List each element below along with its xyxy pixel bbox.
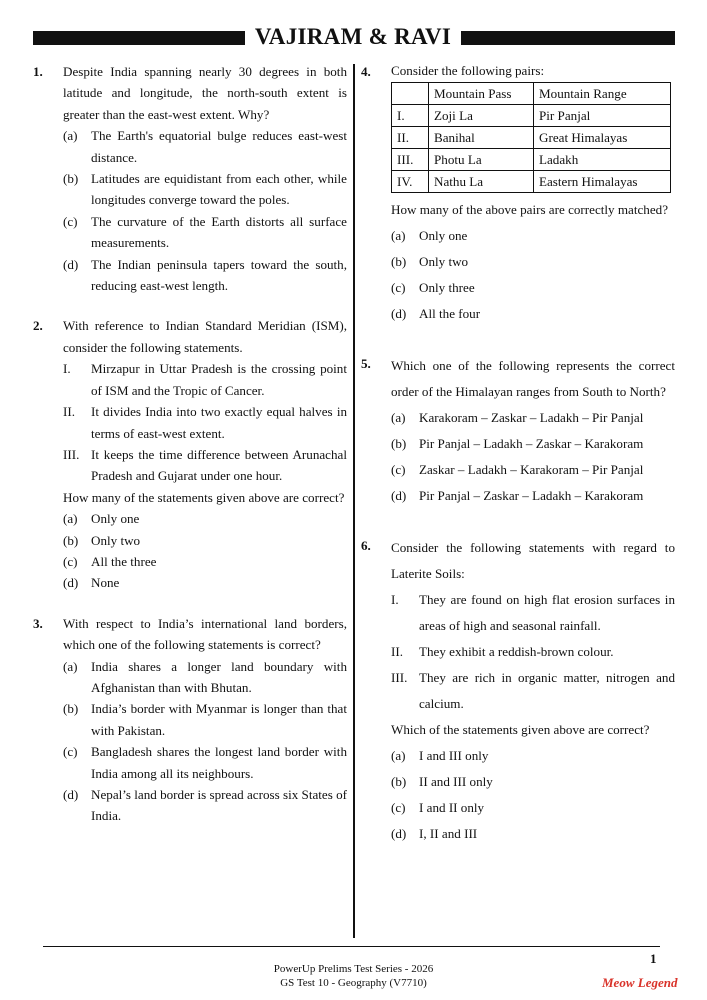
page-header <box>33 24 675 49</box>
option-d <box>391 301 675 327</box>
option-b <box>63 168 347 211</box>
question-number: 2. <box>33 318 43 334</box>
statement-1 <box>391 587 675 639</box>
option-label: (a) <box>63 128 78 144</box>
option-b <box>391 769 675 795</box>
option-a <box>63 125 347 168</box>
table-header-cell <box>392 83 429 105</box>
statement-2 <box>391 639 675 665</box>
footer-test-name: GS Test 10 - Geography (V7710) <box>280 977 427 989</box>
option-label: (a) <box>391 228 406 243</box>
option-a <box>391 743 675 769</box>
statement-3 <box>63 444 347 487</box>
option-text: Karakoram – Zaskar – Ladakh – Pir Panjal <box>419 410 644 425</box>
table-cell: Banihal <box>429 127 534 149</box>
statement-text: It divides India into two exactly equal halves in terms of east-west extent. <box>91 404 347 441</box>
table-cell: Pir Panjal <box>534 105 671 127</box>
statement-text: Mirzapur in Uttar Pradesh is the crossing point of ISM and the Tropic of Cancer. <box>91 361 347 398</box>
statement-text: They are found on high flat erosion surfaces in areas of high and seasonal rainfall. <box>419 592 675 633</box>
pairs-table <box>391 82 671 193</box>
option-label: (b) <box>391 774 407 789</box>
option-c <box>63 211 347 254</box>
option-text: Bangladesh shares the longest land border with India among all its neighbours. <box>91 744 347 781</box>
statement-label: I. <box>391 592 399 607</box>
option-b <box>63 530 347 551</box>
option-label: (a) <box>391 410 406 425</box>
option-b <box>63 698 347 741</box>
question-1 <box>33 61 347 296</box>
option-label: (b) <box>391 254 407 269</box>
option-c <box>63 741 347 784</box>
option-label: (c) <box>63 213 78 229</box>
table-cell: I. <box>392 105 429 127</box>
option-text: Only two <box>419 254 469 269</box>
option-b <box>391 431 675 457</box>
option-text: None <box>91 575 120 591</box>
option-label: (c) <box>391 800 406 815</box>
table-cell: Zoji La <box>429 105 534 127</box>
option-label: (a) <box>63 658 78 674</box>
option-label: (d) <box>63 256 79 272</box>
statement-1 <box>63 358 347 401</box>
column-divider <box>353 64 355 938</box>
option-text: The Indian peninsula tapers toward the south, reducing east-west length. <box>91 256 347 294</box>
footer-rule <box>43 946 660 947</box>
question-text: Consider the following statements with regard to Laterite Soils: <box>391 540 675 581</box>
question-prompt: How many of the above pairs are correctly matched? <box>391 202 669 217</box>
table-row <box>392 149 671 171</box>
page-number: 1 <box>650 951 657 966</box>
table-row <box>392 127 671 149</box>
table-header-cell: Mountain Range <box>534 83 671 105</box>
option-label: (c) <box>391 280 406 295</box>
table-cell: Photu La <box>429 149 534 171</box>
statement-text: They are rich in organic matter, nitrogen and calcium. <box>419 670 675 711</box>
table-cell: Eastern Himalayas <box>534 171 671 193</box>
table-cell: II. <box>392 127 429 149</box>
option-label: (c) <box>63 744 78 760</box>
statement-text: It keeps the time difference between Arunachal Pradesh and Gujarat under one hour. <box>91 446 347 484</box>
option-text: Only three <box>419 280 475 295</box>
question-prompt: Which of the statements given above are correct? <box>391 722 650 737</box>
question-text: With reference to Indian Standard Meridian (ISM), consider the following statements. <box>63 318 347 355</box>
table-header-row <box>392 83 671 105</box>
option-text: Nepal’s land border is spread across six States of India. <box>91 787 347 824</box>
option-label: (b) <box>63 701 79 717</box>
question-number: 3. <box>33 615 43 631</box>
option-label: (a) <box>391 748 406 763</box>
option-text: Only one <box>91 511 140 527</box>
table-cell: III. <box>392 149 429 171</box>
option-label: (d) <box>63 787 79 802</box>
option-text: India’s border with Myanmar is longer than that with Pakistan. <box>91 701 347 738</box>
statement-label: II. <box>63 404 75 420</box>
option-label: (d) <box>63 575 79 591</box>
option-c <box>391 457 675 483</box>
statement-label: II. <box>391 644 403 659</box>
option-text: The curvature of the Earth distorts all surface measurements. <box>91 213 347 251</box>
option-d <box>391 821 675 847</box>
table-row <box>392 171 671 193</box>
option-text: India shares a longer land boundary with Afghanistan than with Bhutan. <box>91 658 347 695</box>
option-d <box>391 483 675 509</box>
option-c <box>391 275 675 301</box>
table-cell: Great Himalayas <box>534 127 671 149</box>
question-text: With respect to India’s international land borders, which one of the following statements is correct? <box>63 615 347 653</box>
question-3 <box>33 613 347 827</box>
question-text: Despite India spanning nearly 30 degrees in both latitude and longitude, the north-south extent is greater than the east-west extent. Why? <box>63 64 347 122</box>
statement-label: III. <box>63 446 80 462</box>
option-d <box>63 784 347 827</box>
statement-label: I. <box>63 361 71 377</box>
option-label: (d) <box>391 306 407 321</box>
option-b <box>391 249 675 275</box>
statement-label: III. <box>391 670 408 685</box>
option-text: All the three <box>91 553 157 569</box>
question-5 <box>361 353 675 509</box>
table-header-cell: Mountain Pass <box>429 83 534 105</box>
option-text: Pir Panjal – Zaskar – Ladakh – Karakoram <box>419 488 644 503</box>
option-label: (c) <box>391 462 406 477</box>
header-bar-right <box>461 31 675 45</box>
footer-series: PowerUp Prelims Test Series - 2026 <box>273 963 434 975</box>
option-c <box>63 551 347 572</box>
question-number: 4. <box>361 64 371 79</box>
question-2 <box>33 315 347 593</box>
statement-2 <box>63 401 347 444</box>
option-a <box>391 223 675 249</box>
option-c <box>391 795 675 821</box>
question-text: Which one of the following represents the correct order of the Himalayan ranges from South to North? <box>391 358 675 399</box>
option-d <box>63 254 347 297</box>
option-text: I and III only <box>419 748 489 763</box>
option-text: II and III only <box>419 774 493 789</box>
option-d <box>63 572 347 593</box>
question-number: 6. <box>361 538 371 553</box>
watermark: Meow Legend <box>602 975 678 990</box>
table-cell: Ladakh <box>534 149 671 171</box>
option-text: All the four <box>419 306 481 321</box>
page-title: VAJIRAM & RAVI <box>254 24 452 49</box>
option-a <box>391 405 675 431</box>
table-cell: Nathu La <box>429 171 534 193</box>
question-text: Consider the following pairs: <box>391 63 545 78</box>
option-label: (b) <box>391 436 407 451</box>
option-a <box>63 656 347 699</box>
question-4 <box>361 61 675 327</box>
option-label: (a) <box>63 511 78 527</box>
question-6 <box>361 535 675 847</box>
option-label: (d) <box>391 826 407 841</box>
option-label: (d) <box>391 488 407 503</box>
option-text: I and II only <box>419 800 485 815</box>
header-bar-left <box>33 31 245 45</box>
statement-3 <box>391 665 675 717</box>
option-text: Only two <box>91 532 141 548</box>
left-column <box>33 61 347 827</box>
table-row <box>392 105 671 127</box>
statement-text: They exhibit a reddish-brown colour. <box>419 644 614 659</box>
option-label: (b) <box>63 171 79 187</box>
option-text: I, II and III <box>419 826 478 841</box>
question-number: 1. <box>33 64 43 79</box>
table-cell: IV. <box>392 171 429 193</box>
question-prompt: How many of the statements given above are correct? <box>63 489 345 505</box>
option-text: Zaskar – Ladakh – Karakoram – Pir Panjal <box>419 462 644 477</box>
option-text: Latitudes are equidistant from each other, while longitudes converge toward the poles. <box>91 171 347 208</box>
option-label: (b) <box>63 532 79 548</box>
option-a <box>63 508 347 529</box>
option-text: Only one <box>419 228 468 243</box>
right-column <box>361 61 675 847</box>
option-text: Pir Panjal – Ladakh – Zaskar – Karakoram <box>419 436 644 451</box>
question-number: 5. <box>361 356 371 371</box>
option-label: (c) <box>63 553 78 569</box>
option-text: The Earth's equatorial bulge reduces east-west distance. <box>91 128 347 165</box>
